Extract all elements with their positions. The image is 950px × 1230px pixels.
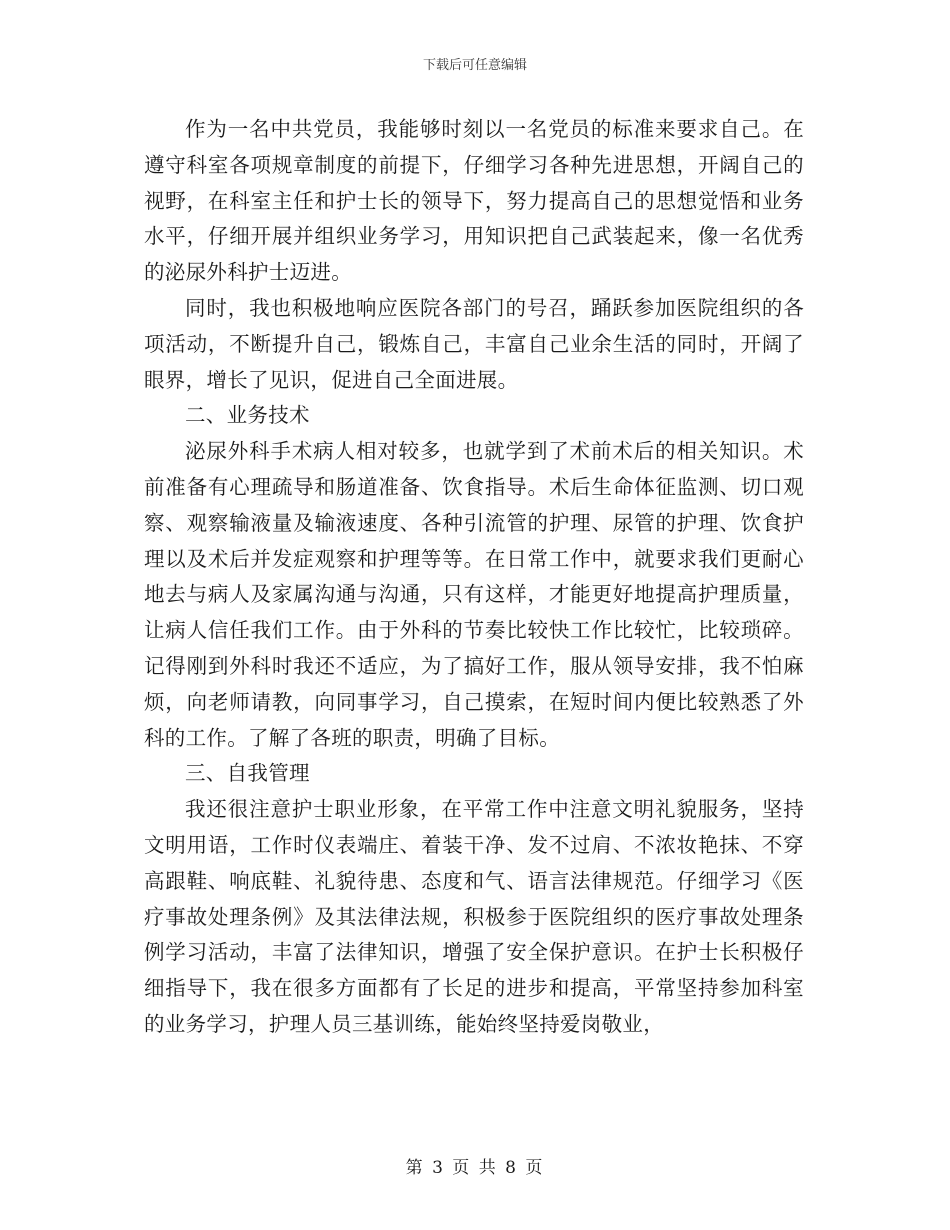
document-body bbox=[144, 112, 804, 1043]
page-footer: 第 3 页 共 8 页 bbox=[405, 1158, 545, 1178]
page-header: 下载后可任意编辑 bbox=[422, 58, 527, 73]
paragraph-activities: 同时，我也积极地响应医院各部门的号召，踊跃参加医院组织的各项活动，不断提升自己，锻炼自己，丰富自己业余生活的同时，开阔了眼界，增长了见识，促进自己全面进展。 bbox=[144, 295, 804, 392]
paragraph-party-member: 作为一名中共党员，我能够时刻以一名党员的标准来要求自己。在遵守科室各项规章制度的前提下，仔细学习各种先进思想，开阔自己的视野，在科室主任和护士长的领导下，努力提高自己的思想觉悟和业务水平，仔细开展并组织业务学习，用知识把自己武装起来，像一名优秀的泌尿外科护士迈进。 bbox=[144, 117, 804, 285]
section-heading-business-skills: 二、业务技术 bbox=[185, 403, 310, 428]
paragraph-urology-surgery: 泌尿外科手术病人相对较多，也就学到了术前术后的相关知识。术前准备有心理疏导和肠道准备、饮食指导。术后生命体征监测、切口观察、观察输液量及输液速度、各种引流管的护理、尿管的护理、饮食护理以及术后并发症观察和护理等等。在日常工作中，就要求我们更耐心地去与病人及家属沟通与沟通，只有这样，才能更好地提高护理质量，让病人信任我们工作。由于外科的节奏比较快工作比较忙，比较琐碎。记得刚到外科时我还不适应，为了搞好工作，服从领导安排，我不怕麻烦，向老师请教，向同事学习，自己摸索，在短时间内便比较熟悉了外科的工作。了解了各班的职责，明确了目标。 bbox=[144, 439, 804, 750]
section-heading-self-management: 三、自我管理 bbox=[185, 761, 310, 786]
paragraph-professional-image: 我还很注意护士职业形象，在平常工作中注意文明礼貌服务，坚持文明用语，工作时仪表端庄、着装干净、发不过肩、不浓妆艳抹、不穿高跟鞋、响底鞋、礼貌待患、态度和气、语言法律规范。仔细学习《医疗事故处理条例》及其法律法规，积极参于医院组织的医疗事故处理条例学习活动，丰富了法律知识，增强了安全保护意识。在护士长积极仔细指导下，我在很多方面都有了长足的进步和提高，平常坚持参加科室的业务学习，护理人员三基训练，能始终坚持爱岗敬业， bbox=[144, 797, 804, 1036]
